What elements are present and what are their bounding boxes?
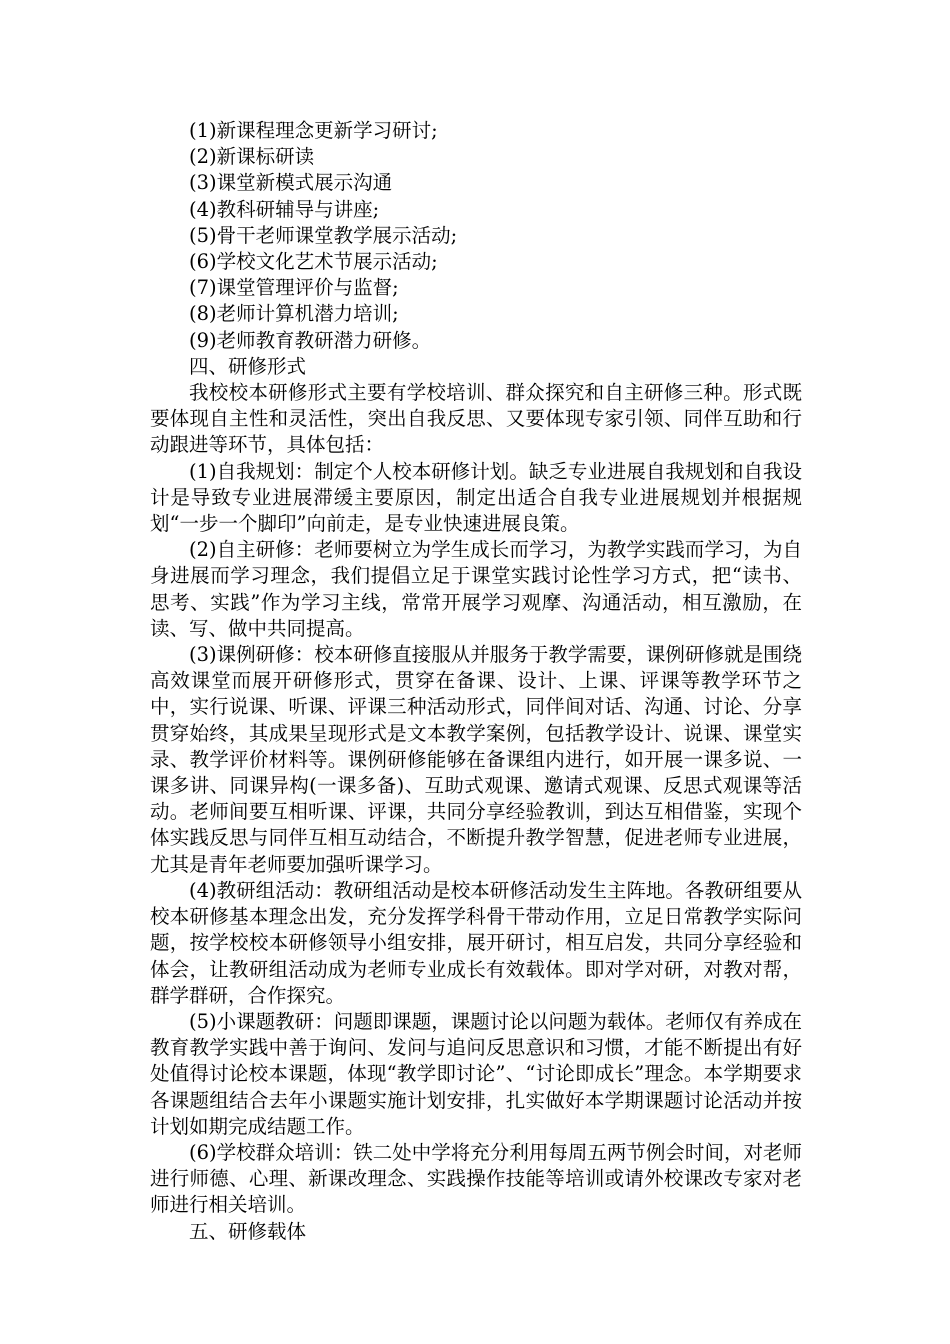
list-item: (3)课堂新模式展示沟通 [189, 171, 393, 195]
paragraph-school-training: (6)学校群众培训：铁二处中学将充分利用每周五两节例会时间，对老师进行师德、心理、新课改理念、实践操作技能等培训或请外校课改专家对老师进行相关培训。 [150, 1140, 802, 1217]
list-item: (9)老师教育教研潜力研修。 [189, 328, 432, 352]
paragraph-self-study: (2)自主研修：老师要树立为学生成长而学习，为教学实践而学习，为自身进展而学习理念，我们提倡立足于课堂实践讨论性学习方式，把“读书、思考、实践”作为学习主线，常常开展学习观摩、沟通活动，相互激励，在读、写、做中共同提高。 [150, 538, 802, 640]
paragraph-small-project: (5)小课题教研：问题即课题，课题讨论以问题为载体。老师仅有养成在教育教学实践中善于询问、发问与追问反思意识和习惯，才能不断提出有好处值得讨论校本课题，体现“教学即讨论”、“讨论即成长”理念。本学期要求各课题组结合去年小课题实施计划安排，扎实做好本学期课题讨论活动并按计划如期完成结题工作。 [150, 1009, 802, 1138]
section-heading-5: 五、研修载体 [189, 1219, 307, 1243]
paragraph-self-planning: (1)自我规划：制定个人校本研修计划。缺乏专业进展自我规划和自我设计是导致专业进展滞缓主要原因，制定出适合自我专业进展规划并根据规划“一步一个脚印”向前走，是专业快速进展良策。 [150, 459, 802, 536]
paragraph-teaching-group: (4)教研组活动：教研组活动是校本研修活动发生主阵地。各教研组要从校本研修基本理念出发，充分发挥学科骨干带动作用，立足日常教学实际问题，按学校校本研修领导小组安排，展开研讨，相互启发，共同分享经验和体会，让教研组活动成为老师专业成长有效载体。即对学对研，对教对帮，群学群研，合作探究。 [150, 878, 802, 1007]
list-item: (7)课堂管理评价与监督; [189, 276, 399, 300]
list-item: (8)老师计算机潜力培训; [189, 302, 399, 326]
list-item: (4)教科研辅导与讲座; [189, 197, 380, 221]
section-intro-paragraph: 我校校本研修形式主要有学校培训、群众探究和自主研修三种。形式既要体现自主性和灵活性，突出自我反思、又要体现专家引领、同伴互助和行动跟进等环节，具体包括： [150, 381, 802, 457]
list-item: (6)学校文化艺术节展示活动; [189, 250, 438, 274]
section-heading-4: 四、研修形式 [189, 354, 307, 378]
document-body [150, 118, 802, 1245]
list-item: (2)新课标研读 [189, 145, 315, 169]
list-item: (1)新课程理念更新学习研讨; [189, 119, 438, 142]
list-item: (5)骨干老师课堂教学展示活动; [189, 223, 458, 247]
paragraph-lesson-study: (3)课例研修：校本研修直接服从并服务于教学需要，课例研修就是围绕高效课堂而展开研修形式，贯穿在备课、设计、上课、评课等教学环节之中，实行说课、听课、评课三种活动形式，同伴间对话、沟通、讨论、分享贯穿始终，其成果呈现形式是文本教学案例，包括教学设计、说课、课堂实录、教学评价材料等。课例研修能够在备课组内进行，如开展一课多说、一课多讲、同课异构(一课多备)、互助式观课、邀请式观课、反思式观课等活动。老师间要互相听课、评课，共同分享经验教训，到达互相借鉴，实现个体实践反思与同伴互相互动结合，不断提升教学智慧，促进老师专业进展，尤其是青年老师要加强听课学习。 [150, 643, 802, 876]
